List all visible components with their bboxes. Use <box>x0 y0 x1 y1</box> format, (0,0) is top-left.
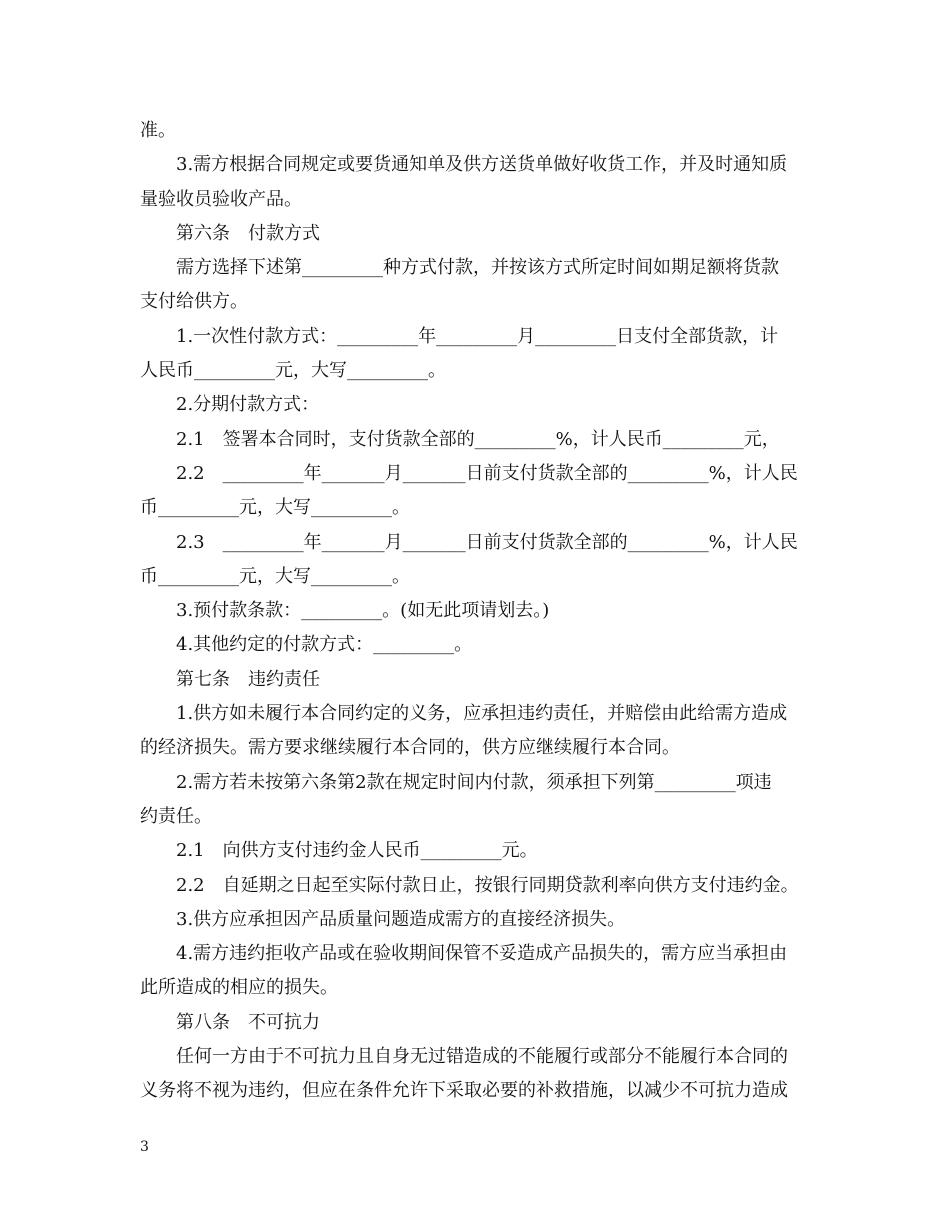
paragraph-line: 4.需方违约拒收产品或在验收期间保管不妥造成产品损失的，需方应当承担由 <box>176 943 788 965</box>
paragraph-line: 此所造成的相应的损失。 <box>140 977 338 999</box>
paragraph-line: 1.供方如未履行本合同约定的义务，应承担违约责任，并赔偿由此给需方造成 <box>176 703 788 725</box>
paragraph-line: 3.需方根据合同规定或要货通知单及供方送货单做好收货工作，并及时通知质 <box>176 154 788 176</box>
paragraph-line: 2.2 _________年_______月_______日前支付货款全部的_________%，计人民 <box>176 462 798 484</box>
paragraph-line: 3.供方应承担因产品质量问题造成需方的直接经济损失。 <box>176 908 626 930</box>
paragraph-line: 需方选择下述第_________种方式付款，并按该方式所定时间如期足额将货款 <box>176 257 779 279</box>
paragraph-line: 1.一次性付款方式：_________年_________月_________日支付全部货款，计 <box>176 325 779 347</box>
paragraph-line: 的经济损失。需方要求继续履行本合同的，供方应继续履行本合同。 <box>140 737 680 759</box>
paragraph-line: 义务将不视为违约，但应在条件允许下采取必要的补救措施，以减少不可抗力造成 <box>140 1080 788 1102</box>
paragraph-line: 2.2 自延期之日起至实际付款日止，按银行同期贷款利率向供方支付违约金。 <box>176 874 799 896</box>
section-heading: 第八条 不可抗力 <box>176 1011 320 1033</box>
paragraph-line: 2.分期付款方式： <box>176 394 320 416</box>
paragraph-line: 约责任。 <box>140 805 212 827</box>
paragraph-line: 人民币_________元，大写_________。 <box>140 360 446 382</box>
paragraph-line: 2.1 签署本合同时，支付货款全部的_________%，计人民币_________元， <box>176 428 780 450</box>
paragraph-line: 2.需方若未按第六条第2款在规定时间内付款，须承担下列第_________项违 <box>176 771 772 793</box>
paragraph-line: 量验收员验收产品。 <box>140 188 302 210</box>
paragraph-line: 4.其他约定的付款方式：_________。 <box>176 634 473 656</box>
paragraph-line: 任何一方由于不可抗力且自身无过错造成的不能履行或部分不能履行本合同的 <box>176 1046 788 1068</box>
paragraph-line: 支付给供方。 <box>140 291 248 313</box>
paragraph-line: 币_________元，大写_________。 <box>140 565 410 587</box>
document-body <box>140 114 812 1109</box>
paragraph-line: 准。 <box>140 120 176 141</box>
paragraph-line: 2.1 向供方支付违约金人民币_________元。 <box>176 840 538 862</box>
section-heading: 第七条 违约责任 <box>176 668 320 690</box>
page-number: 3 <box>140 1139 149 1155</box>
section-heading: 第六条 付款方式 <box>176 222 320 244</box>
paragraph-line: 2.3 _________年_______月_______日前支付货款全部的_________%，计人民 <box>176 531 798 553</box>
paragraph-line: 3.预付款条款：_________。(如无此项请划去。) <box>176 600 550 622</box>
paragraph-line: 币_________元，大写_________。 <box>140 497 410 519</box>
